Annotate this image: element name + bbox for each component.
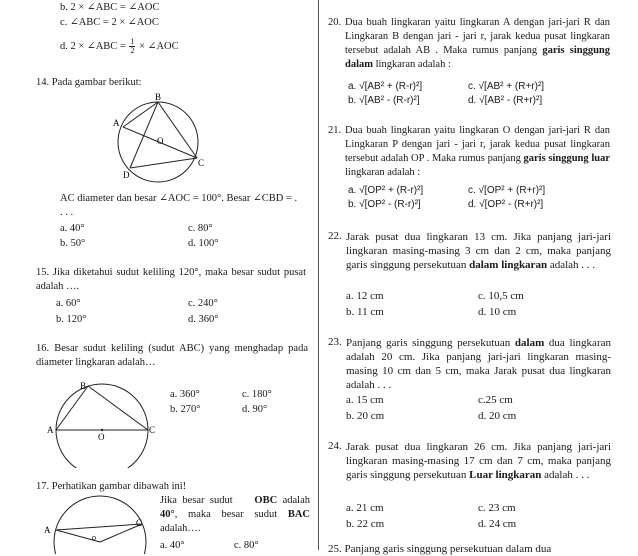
q14-stem: 14. Pada gambar berikut: [36, 77, 142, 88]
q23-option-c: c.25 cm [478, 394, 513, 406]
q20-stem: Dua buah lingkaran yaitu lingkaran A dengan jari-jari R dan Lingkaran B dengan jari - jari r, jarak kedua pusat lingkaran tersebut adalah AB . Maka rumus panjang garis singgung dalam lingkaran adalah : [345, 17, 611, 70]
q15-option-a: a. 60° [56, 298, 81, 309]
column-divider [318, 0, 319, 550]
q13-option-b: b. 2 × ∠ABC = ∠AOC [60, 2, 160, 13]
q21-option-d: d. √[OP² - (R+r)²] [468, 199, 544, 210]
q20-option-c: c. √[AB² + (R+r)²] [468, 81, 545, 92]
q20-option-b: b. √[AB² - (R-r)²] [348, 95, 420, 106]
q21-stem: Dua buah lingkaran yaitu lingkaran O dengan jari-jari R dan Lingkaran P dengan jari - jari r, jarak kedua pusat lingkaran tersebut adalah OP . Maka rumus panjang garis singgung luar lingkaran adalah : [345, 125, 610, 178]
q14-circle-figure [108, 90, 218, 186]
q16-option-c: c. 180° [242, 389, 272, 400]
q16-stem: 16. Besar sudut keliling (sudut ABC) yang menghadap pada diameter lingkaran adalah… [36, 343, 308, 368]
q15-option-c: c. 240° [188, 298, 218, 309]
q24-option-a: a. 21 cm [346, 502, 384, 514]
q21-number: 21. [328, 125, 342, 136]
q16-point-b: B [80, 381, 87, 391]
q23-option-b: b. 20 cm [346, 410, 385, 422]
q21-option-b: b. √[OP² - (R-r)²] [348, 199, 421, 210]
q14-option-c: c. 80° [188, 223, 213, 234]
q21-option-a: a. √[OP² + (R-r)²] [348, 185, 424, 196]
q14-point-d: D [123, 170, 130, 180]
q16-point-c: C [149, 425, 156, 435]
q23-option-a: a. 15 cm [346, 394, 384, 406]
q14-option-a: a. 40° [60, 223, 85, 234]
q20-option-a: a. √[AB² + (R-r)²] [348, 81, 423, 92]
q23-option-d: d. 20 cm [478, 410, 517, 422]
q22-option-b: b. 11 cm [346, 306, 384, 318]
q15-stem: 15. Jika diketahui sudut keliling 120°, maka besar sudut pusat adalah …. [36, 267, 306, 292]
q14-point-b: B [155, 92, 162, 102]
q22-stem: Jarak pusat dua lingkaran 13 cm. Jika panjang jari-jari lingkaran masing-masing 3 cm dan 2 cm, maka panjang garis singgung persekutuan dalam lingkaran adalah . . . [346, 231, 611, 271]
q17-option-a: a. 40° [160, 540, 185, 551]
q22-option-a: a. 12 cm [346, 290, 384, 302]
q14-point-o: O [157, 136, 164, 146]
q15-option-b: b. 120° [56, 314, 87, 325]
q20-number: 20. [328, 17, 342, 28]
q14-option-b: b. 50° [60, 238, 86, 249]
q17-option-c: c. 80° [234, 540, 259, 551]
q16-point-o: O [98, 432, 105, 442]
q24-stem: Jarak pusat dua lingkaran 26 cm. Jika panjang jari-jari lingkaran masing-masing 17 cm dan 7 cm, maka panjang garis singgung persekutuan Luar lingkaran adalah . . . [346, 441, 611, 481]
q24-option-c: c. 23 cm [478, 502, 516, 514]
q16-option-b: b. 270° [170, 404, 201, 415]
q14-point-c: C [198, 158, 205, 168]
q24-option-b: b. 22 cm [346, 518, 385, 530]
q14-text: AC diameter dan besar ∠AOC = 100°. Besar ∠CBD = . . . . [60, 193, 298, 218]
q17-text: Jika besar sudut OBC adalah 40°, maka besar sudut BAC adalah…. [160, 495, 310, 534]
q16-option-a: a. 360° [170, 389, 200, 400]
q16-option-d: d. 90° [242, 404, 268, 415]
q13-option-d: d. 2 × ∠ABC = $\frac{1}{2}$ × ∠AOC [60, 37, 179, 55]
q17-stem: 17. Perhatikan gambar dibawah ini! [36, 481, 187, 492]
q14-option-d: d. 100° [188, 238, 219, 249]
q13-option-c: c. ∠ABC = 2 × ∠AOC [60, 17, 159, 28]
q22-option-c: c. 10,5 cm [478, 290, 524, 302]
q17-point-a: A [44, 525, 51, 535]
q23-number: 23. [328, 336, 342, 348]
q22-number: 22. [328, 230, 342, 242]
q17-point-c: C [136, 518, 143, 528]
q17-point-o: o [92, 533, 96, 542]
q16-point-a: A [47, 425, 54, 435]
q24-option-d: d. 24 cm [478, 518, 517, 530]
q20-option-d: d. √[AB² - (R+r)²] [468, 95, 543, 106]
q23-stem: Panjang garis singgung persekutuan dalam dua lingkaran adalah 20 cm. Jika panjang jari-jari lingkaran masing-masing 10 cm dan 5 cm, maka Jarak pusat dua lingkaran adalah . . . [346, 337, 611, 391]
q24-number: 24. [328, 440, 342, 452]
q14-point-a: A [113, 118, 120, 128]
q15-option-d: d. 360° [188, 314, 219, 325]
q16-circle-figure [46, 380, 158, 468]
q25-partial: 25. Panjang garis singgung persekutuan dalam dua [328, 543, 552, 555]
q22-option-d: d. 10 cm [478, 306, 517, 318]
q17-circle-figure [38, 494, 158, 554]
q21-option-c: c. √[OP² + (R+r)²] [468, 185, 546, 196]
